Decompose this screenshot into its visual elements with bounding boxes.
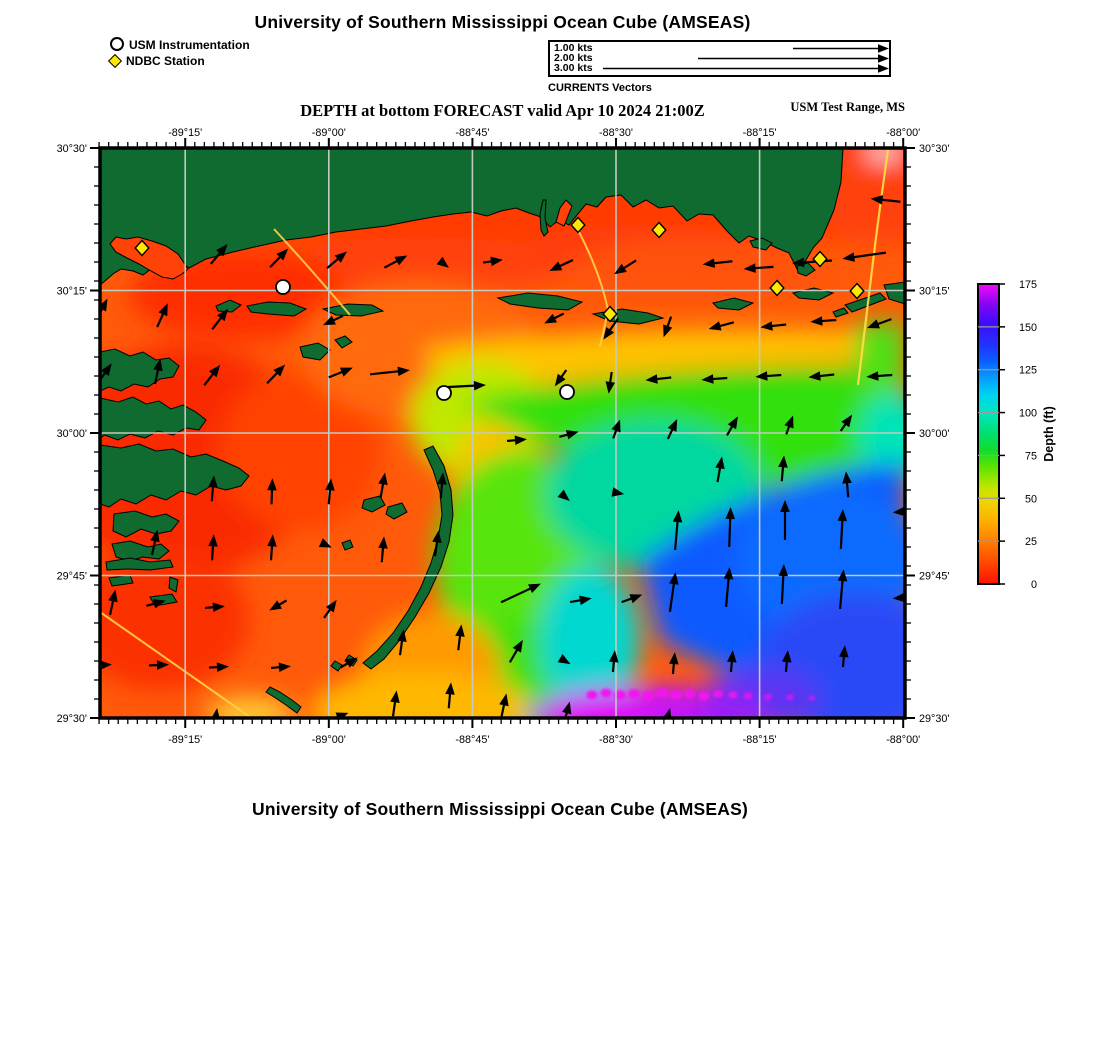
- y-axis-tick-label: 29°45': [56, 570, 87, 583]
- x-axis-tick-label: -88°15': [742, 734, 777, 746]
- y-axis-tick-label: 29°30': [56, 713, 87, 725]
- x-axis-tick-label: -88°15': [742, 127, 777, 139]
- x-axis-tick-label: -88°00': [886, 734, 921, 746]
- footer-title: University of Southern Mississippi Ocean Cube (AMSEAS): [251, 799, 749, 819]
- deep-spot: [601, 689, 612, 698]
- colorbar-tick-label: 100: [1018, 407, 1037, 420]
- deep-spot: [809, 695, 816, 701]
- x-axis-tick-label: -88°30': [599, 127, 633, 139]
- deep-spot: [670, 690, 682, 700]
- deep-spot: [656, 688, 668, 698]
- plot-subtitle: DEPTH at bottom FORECAST valid Apr 10 2024 21:00Z: [300, 101, 705, 120]
- x-axis-tick-label: -88°45': [455, 127, 490, 139]
- y-axis-tick-label: 30°30': [56, 143, 87, 155]
- y-axis-tick-label: 30°00': [56, 428, 87, 440]
- colorbar-axis-label: Depth (ft): [1042, 406, 1056, 462]
- vector-scale-label: 2.00 kts: [554, 52, 593, 64]
- marsh: [112, 541, 169, 561]
- deep-spot: [729, 691, 738, 698]
- colorbar-tick-label: 175: [1018, 279, 1037, 291]
- vector-scale-label: 3.00 kts: [554, 62, 593, 74]
- page-title: University of Southern Mississippi Ocean Cube (AMSEAS): [254, 12, 751, 32]
- vector-scale-caption: CURRENTS Vectors: [548, 82, 652, 94]
- y-axis-tick-label: 29°45': [919, 570, 950, 583]
- deep-spot: [628, 689, 640, 699]
- colorbar-tick-label: 125: [1018, 364, 1037, 377]
- y-axis-tick-label: 30°15': [56, 285, 87, 298]
- x-axis-tick-label: -88°30': [599, 734, 633, 746]
- usm-station-marker: [560, 385, 574, 399]
- deep-spot: [764, 694, 772, 700]
- x-axis-tick-label: -89°15': [168, 127, 203, 139]
- x-axis-tick-label: -88°00': [886, 127, 921, 139]
- deep-spot: [713, 690, 723, 698]
- legend-label: USM Instrumentation: [129, 38, 250, 52]
- deep-spot: [642, 691, 654, 701]
- colorbar-tick-label: 25: [1024, 536, 1037, 549]
- y-axis-tick-label: 29°30': [919, 713, 950, 725]
- deep-spot: [587, 691, 598, 700]
- x-axis-tick-label: -89°15': [168, 734, 203, 746]
- deep-spot: [786, 694, 794, 700]
- x-axis-tick-label: -88°45': [455, 734, 490, 746]
- depth-colorbar: [978, 279, 1056, 591]
- region-label: USM Test Range, MS: [790, 100, 905, 114]
- y-axis-tick-label: 30°15': [919, 285, 950, 298]
- deep-spot: [699, 692, 710, 701]
- vector-scale-label: 1.00 kts: [554, 42, 593, 54]
- x-axis-tick-label: -89°00': [311, 734, 346, 746]
- colorbar-tick-label: 75: [1024, 450, 1037, 463]
- usm-station-marker: [437, 386, 451, 400]
- usm-station-marker: [276, 280, 290, 294]
- y-axis-tick-label: 30°30': [919, 143, 950, 155]
- deep-spot: [744, 692, 753, 699]
- legend-label: NDBC Station: [126, 54, 205, 68]
- colorbar-tick-label: 150: [1018, 321, 1037, 334]
- colorbar-tick-label: 50: [1024, 493, 1037, 506]
- y-axis-tick-label: 30°00': [919, 428, 950, 440]
- colorbar-tick-label: 0: [1030, 579, 1037, 591]
- deep-spot: [685, 690, 696, 699]
- colorbar-gradient: [978, 284, 999, 584]
- x-axis-tick-label: -89°00': [311, 127, 346, 139]
